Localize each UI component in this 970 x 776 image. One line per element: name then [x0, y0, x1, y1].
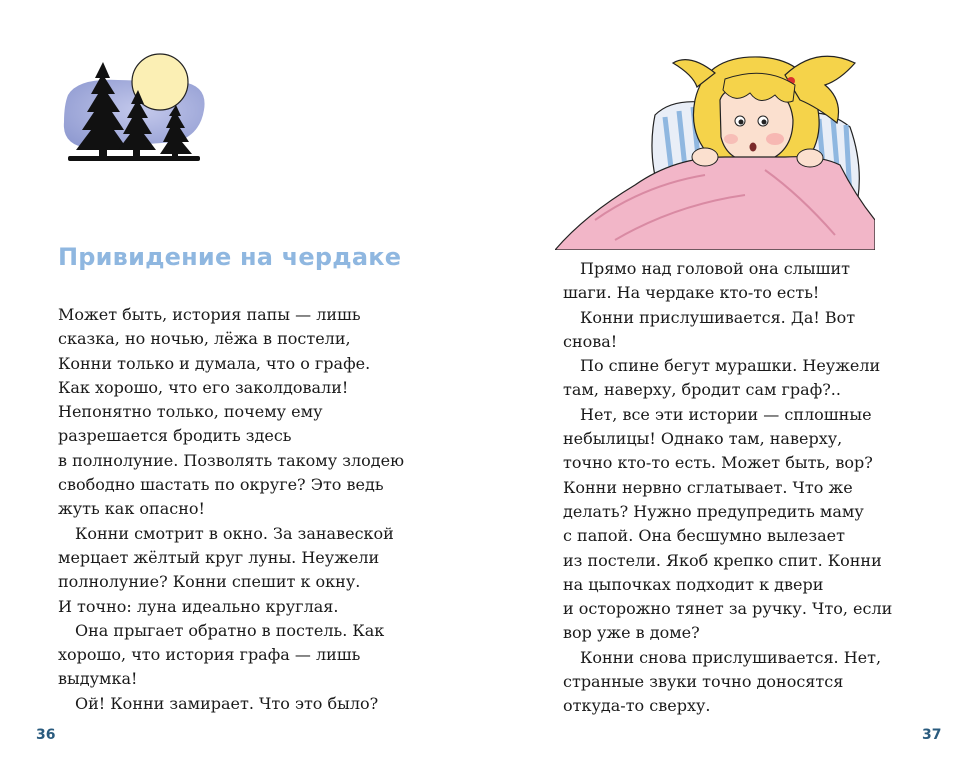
text-line: полнолуние? Конни спешит к окну.	[58, 572, 361, 592]
text-line: снова!	[563, 331, 618, 351]
text-line: хорошо, что история графа — лишь	[58, 645, 361, 665]
text-line: выдумка!	[58, 669, 138, 689]
text-line: Как хорошо, что его заколдовали!	[58, 377, 349, 397]
text-line: делать? Нужно предупредить маму	[563, 501, 864, 521]
text-line: странные звуки точно доносятся	[563, 672, 844, 692]
text-line: там, наверху, бродит сам граф?..	[563, 380, 841, 400]
text-line: небылицы! Однако там, наверху,	[563, 429, 843, 449]
text-line: Конни прислушивается. Да! Вот	[580, 307, 856, 327]
text-line: Прямо над головой она слышит	[580, 259, 850, 278]
text-line: жуть как опасно!	[58, 499, 205, 519]
girl-in-bed-illustration	[555, 45, 875, 250]
text-line: свободно шастать по округе? Это ведь	[58, 475, 384, 495]
text-line: на цыпочках подходит к двери	[563, 574, 824, 594]
moon-forest-illustration	[58, 50, 208, 170]
text-line: и осторожно тянет за ручку. Что, если	[563, 599, 893, 619]
text-line: мерцает жёлтый круг луны. Неужели	[58, 547, 380, 567]
page-number-right: 37	[922, 727, 942, 743]
text-line: И точно: луна идеально круглая.	[58, 596, 339, 616]
text-line: разрешается бродить здесь	[58, 426, 292, 446]
text-line: Она прыгает обратно в постель. Как	[75, 620, 385, 640]
text-line: сказка, но ночью, лёжа в постели,	[58, 329, 351, 349]
text-line: Конни снова прислушивается. Нет,	[580, 647, 882, 667]
text-line: Конни смотрит в окно. За занавеской	[75, 523, 394, 543]
text-line: Конни нервно сглатывает. Что же	[563, 477, 853, 497]
text-line: вор уже в доме?	[563, 623, 700, 643]
text-line: с папой. Она бесшумно вылезает	[563, 526, 845, 546]
text-line: Может быть, история папы — лишь	[58, 305, 361, 324]
left-page-text	[58, 303, 468, 716]
page-number-left: 36	[36, 727, 56, 743]
text-line: Нет, все эти истории — сплошные	[580, 404, 872, 424]
text-line: Конни только и думала, что о графе.	[58, 353, 371, 373]
text-line: в полнолуние. Позволять такому злодею	[58, 450, 404, 470]
text-line: откуда-то сверху.	[563, 696, 711, 716]
right-page	[485, 0, 970, 776]
chapter-title: Привидение на чердаке	[58, 243, 402, 271]
right-page-text	[563, 257, 963, 719]
text-line: точно кто-то есть. Может быть, вор?	[563, 453, 873, 473]
text-line: По спине бегут мурашки. Неужели	[580, 356, 881, 376]
text-line: Ой! Конни замирает. Что это было?	[75, 693, 379, 713]
text-line: из постели. Якоб крепко спит. Конни	[563, 550, 882, 570]
text-line: шаги. На чердаке кто-то есть!	[563, 283, 820, 303]
text-line: Непонятно только, почему ему	[58, 402, 323, 422]
